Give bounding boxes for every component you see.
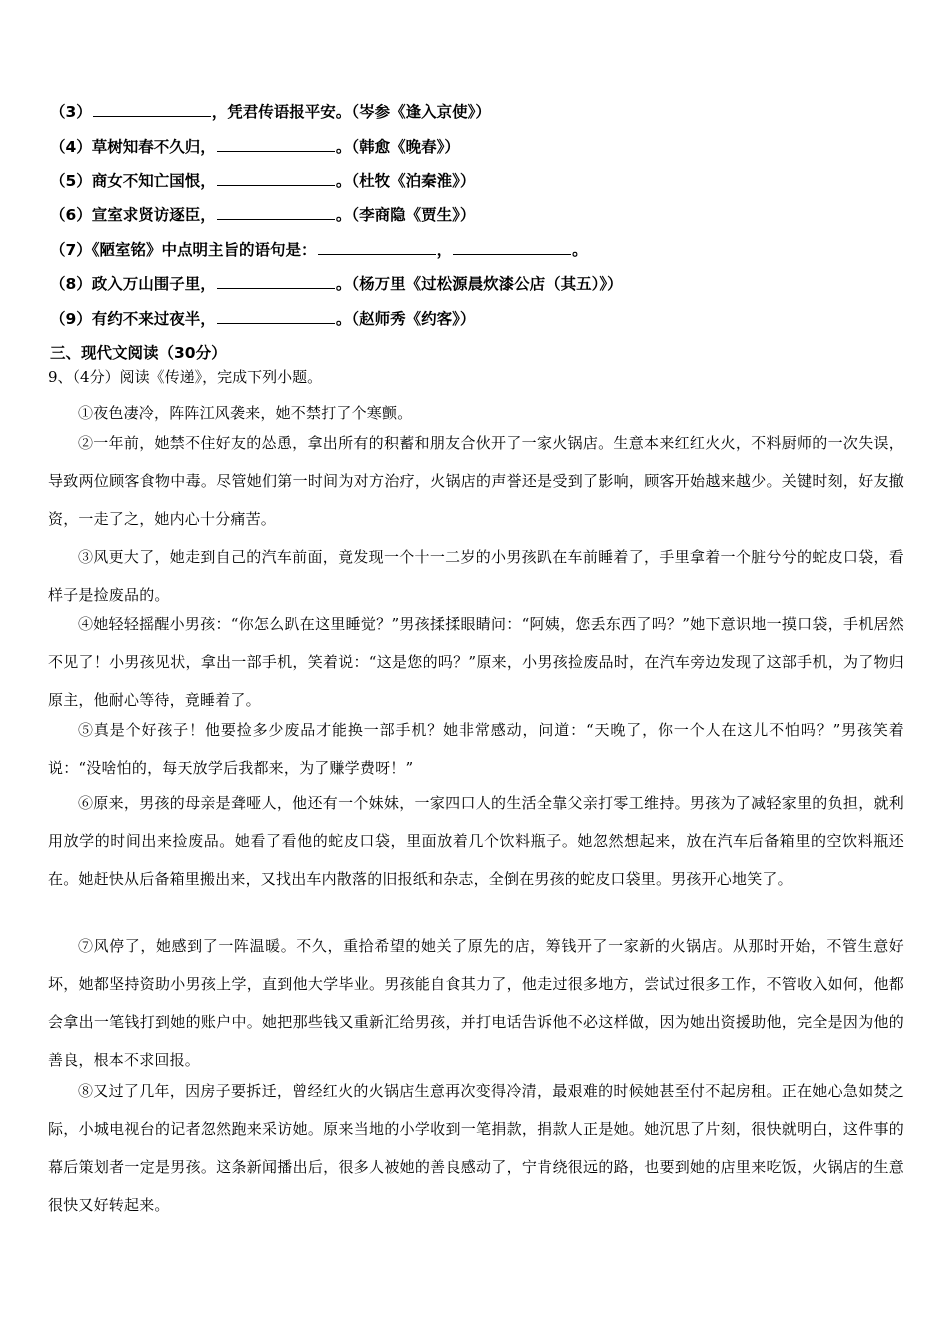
answer-blank xyxy=(217,203,335,220)
fill-blank-item-5 xyxy=(50,169,910,192)
item-text-after: 。 xyxy=(335,206,352,224)
item-text-after: 。 xyxy=(335,138,352,156)
item-text-before: 《陋室铭》中点明主旨的语句是： xyxy=(91,241,317,259)
fill-blank-item-4 xyxy=(50,135,910,158)
item-text-middle: ， xyxy=(436,241,453,259)
passage-paragraph-3: ③风更大了，她走到自己的汽车前面，竟发现一个十一二岁的小男孩趴在车前睡着了，手里拿着一个脏兮兮的蛇皮口袋，看样子是捡废品的。 xyxy=(48,548,904,604)
passage-paragraph-6: ⑥原来，男孩的母亲是聋哑人，他还有一个妹妹，一家四口人的生活全靠父亲打零工维持。男孩为了减轻家里的负担，就利用放学的时间出来捡废品。她看了看他的蛇皮口袋，里面放着几个饮料瓶子。她忽然想起来，放在汽车后备箱里的空饮料瓶还在。她赶快从后备箱里搬出来，又找出车内散落的旧报纸和杂志，全倒在男孩的蛇皮口袋里。男孩开心地笑了。 xyxy=(48,794,904,888)
fill-blank-item-7 xyxy=(50,238,910,261)
section-title: 三、现代文阅读（30分） xyxy=(50,344,227,362)
item-number: （5） xyxy=(50,172,92,190)
item-source: （赵师秀《约客》） xyxy=(351,310,476,328)
item-number: （6） xyxy=(50,206,92,224)
fill-blank-item-8 xyxy=(50,272,910,295)
item-text-before: 宣室求贤访逐臣， xyxy=(91,206,216,224)
item-text-after: 。 xyxy=(335,172,352,190)
item-text-after: 。 xyxy=(572,241,588,259)
item-source: （李商隐《贾生》） xyxy=(351,206,476,224)
item-number: （9） xyxy=(50,310,92,328)
item-text-before: 商女不知亡国恨， xyxy=(91,172,216,190)
item-text-after: 。 xyxy=(335,310,352,328)
item-text-before: 有约不来过夜半， xyxy=(91,310,216,328)
item-number: （4） xyxy=(50,138,92,156)
passage-paragraph-1: ①夜色凄冷，阵阵江风袭来，她不禁打了个寒颤。 xyxy=(78,404,413,422)
answer-blank xyxy=(217,272,335,289)
answer-blank xyxy=(217,169,335,186)
fill-blank-item-6 xyxy=(50,203,910,226)
passage-paragraph-8: ⑧又过了几年，因房子要拆迁，曾经红火的火锅店生意再次变得冷清，最艰难的时候她甚至付不起房租。正在她心急如焚之际，小城电视台的记者忽然跑来采访她。原来当地的小学收到一笔捐款，捐款人正是她。她沉思了片刻，很快就明白，这件事的幕后策划者一定是男孩。这条新闻播出后，很多人被她的善良感动了，宁肯绕很远的路，也要到她的店里来吃饭，火锅店的生意很快又好转起来。 xyxy=(48,1082,904,1214)
fill-blank-item-9 xyxy=(50,307,910,330)
item-source: （岑参《逢入京使》） xyxy=(351,103,491,121)
passage-paragraph-4: ④她轻轻摇醒小男孩：“你怎么趴在这里睡觉？”男孩揉揉眼睛问：“阿姨，您丢东西了吗？”她下意识地一摸口袋，手机居然不见了！小男孩见状，拿出一部手机，笑着说：“这是您的吗？”原来，小男孩捡废品时，在汽车旁边发现了这部手机，为了物归原主，他耐心等待，竟睡着了。 xyxy=(48,615,904,709)
answer-blank xyxy=(93,100,211,117)
item-text-after: ，凭君传语报平安。 xyxy=(211,103,352,121)
item-number: （3） xyxy=(50,103,92,121)
answer-blank xyxy=(453,238,571,255)
item-number: （7） xyxy=(50,241,92,259)
fill-blank-item-3 xyxy=(50,100,910,123)
item-source: （杨万里《过松源晨炊漆公店（其五）》） xyxy=(351,275,623,293)
answer-blank xyxy=(217,307,335,324)
passage-paragraph-7: ⑦风停了，她感到了一阵温暖。不久，重拾希望的她关了原先的店，筹钱开了一家新的火锅店。从那时开始，不管生意好坏，她都坚持资助小男孩上学，直到他大学毕业。男孩能自食其力了，他走过很多地方，尝试过很多工作，不管收入如何，他都会拿出一笔钱打到她的账户中。她把那些钱又重新汇给男孩，并打电话告诉他不必这样做，因为她出资援助他，完全是因为他的善良，根本不求回报。 xyxy=(48,937,904,1069)
item-text-before: 政入万山围子里， xyxy=(91,275,216,293)
item-number: （8） xyxy=(50,275,92,293)
answer-blank xyxy=(318,238,436,255)
question-intro: 9、（4分）阅读《传递》，完成下列小题。 xyxy=(48,368,323,386)
passage-paragraph-2: ②一年前，她禁不住好友的怂恿，拿出所有的积蓄和朋友合伙开了一家火锅店。生意本来红红火火，不料厨师的一次失误，导致两位顾客食物中毒。尽管她们第一时间为对方治疗，火锅店的声誉还是受到了影响，顾客开始越来越少。关键时刻，好友撤资，一走了之，她内心十分痛苦。 xyxy=(48,434,904,528)
item-text-before: 草树知春不久归， xyxy=(91,138,216,156)
item-source: （杜牧《泊秦淮》） xyxy=(351,172,476,190)
passage-paragraph-5: ⑤真是个好孩子！他要捡多少废品才能换一部手机？她非常感动，问道：“天晚了，你一个人在这儿不怕吗？”男孩笑着说：“没啥怕的，每天放学后我都来，为了赚学费呀！” xyxy=(48,721,904,777)
item-source: （韩愈《晚春》） xyxy=(351,138,460,156)
item-text-after: 。 xyxy=(335,275,352,293)
answer-blank xyxy=(217,135,335,152)
